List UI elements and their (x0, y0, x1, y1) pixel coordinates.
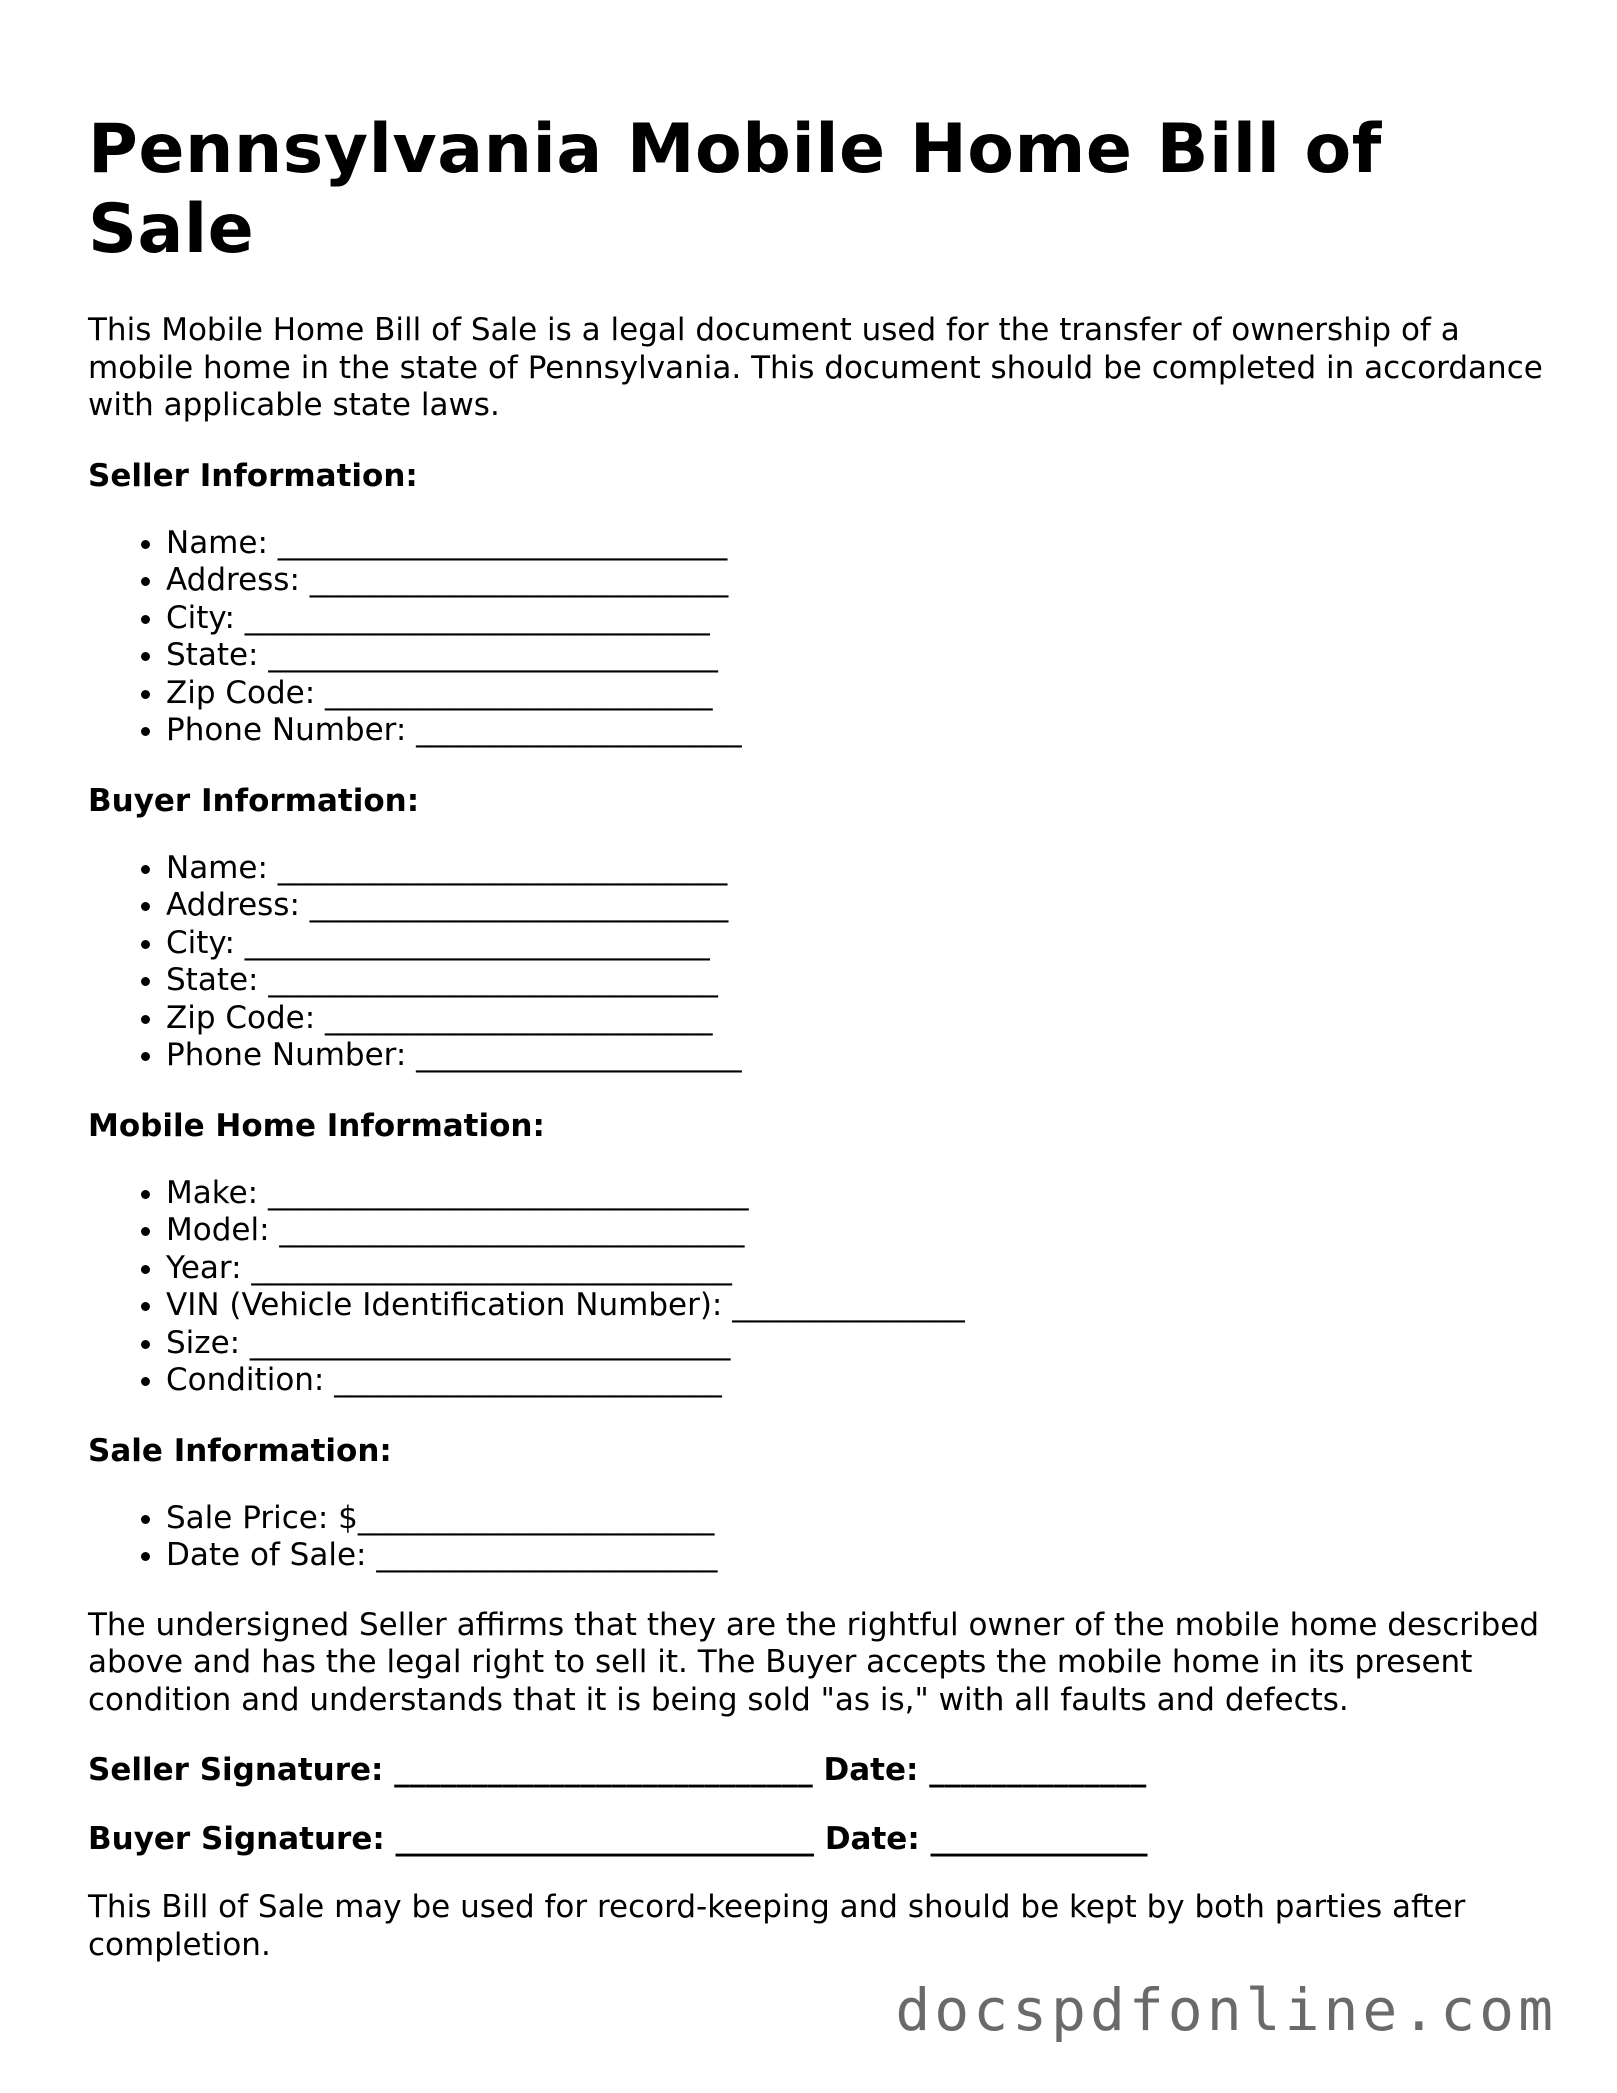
buyer-field-list (88, 850, 1548, 1075)
buyer-phone-field: • Phone Number: _____________________ (166, 1037, 1548, 1075)
seller-address-field: • Address: ___________________________ (166, 562, 1548, 600)
seller-state-field: • State: _____________________________ (166, 637, 1548, 675)
sale-price-field: • Sale Price: $_______________________ (166, 1500, 1548, 1538)
affirmation-paragraph: The undersigned Seller affirms that they are the rightful owner of the mobile home described above and has the legal right to sell it. The Buyer accepts the mobile home in its present condition and understands that it is being sold "as is," with all faults and defects. (88, 1606, 1540, 1718)
buyer-state-field: • State: _____________________________ (166, 962, 1548, 1000)
seller-field-list (88, 525, 1548, 750)
seller-zip-field: • Zip Code: _________________________ (166, 675, 1548, 713)
sale-heading: Sale Information: (88, 1432, 392, 1469)
home-size-field: • Size: _______________________________ (166, 1325, 1548, 1363)
mobile-home-field-list (88, 1175, 1548, 1400)
buyer-name-field: • Name: _____________________________ (166, 850, 1548, 888)
seller-heading: Seller Information: (88, 457, 418, 494)
seller-name-field: • Name: _____________________________ (166, 525, 1548, 563)
buyer-zip-field: • Zip Code: _________________________ (166, 1000, 1548, 1038)
sale-field-list (88, 1500, 1548, 1575)
home-condition-field: • Condition: _________________________ (166, 1362, 1548, 1400)
seller-phone-field: • Phone Number: _____________________ (166, 712, 1548, 750)
closing-paragraph: This Bill of Sale may be used for record-keeping and should be kept by both parties after completion. (88, 1889, 1466, 1963)
buyer-city-field: • City: ______________________________ (166, 925, 1548, 963)
buyer-signature-line: Buyer Signature: ___________________________ Date: ______________ (88, 1821, 1148, 1857)
document-page (88, 110, 1548, 1996)
home-vin-field: • VIN (Vehicle Identification Number): _______________ (166, 1287, 1548, 1325)
home-year-field: • Year: _______________________________ (166, 1250, 1548, 1288)
home-model-field: • Model: ______________________________ (166, 1212, 1548, 1250)
page-title: Pennsylvania Mobile Home Bill of Sale (88, 110, 1382, 269)
home-make-field: • Make: _______________________________ (166, 1175, 1548, 1213)
seller-signature-line: Seller Signature: ___________________________ Date: ______________ (88, 1752, 1147, 1788)
watermark: docspdfonline.com (895, 1976, 1557, 2044)
seller-city-field: • City: ______________________________ (166, 600, 1548, 638)
sale-date-field: • Date of Sale: ______________________ (166, 1537, 1548, 1575)
mobile-home-heading: Mobile Home Information: (88, 1107, 545, 1144)
buyer-address-field: • Address: ___________________________ (166, 887, 1548, 925)
buyer-heading: Buyer Information: (88, 782, 420, 819)
intro-paragraph: This Mobile Home Bill of Sale is a legal document used for the transfer of ownership of a mobile home in the state of Pennsylvania. This document should be completed in accordance with applicable state laws. (88, 312, 1543, 423)
